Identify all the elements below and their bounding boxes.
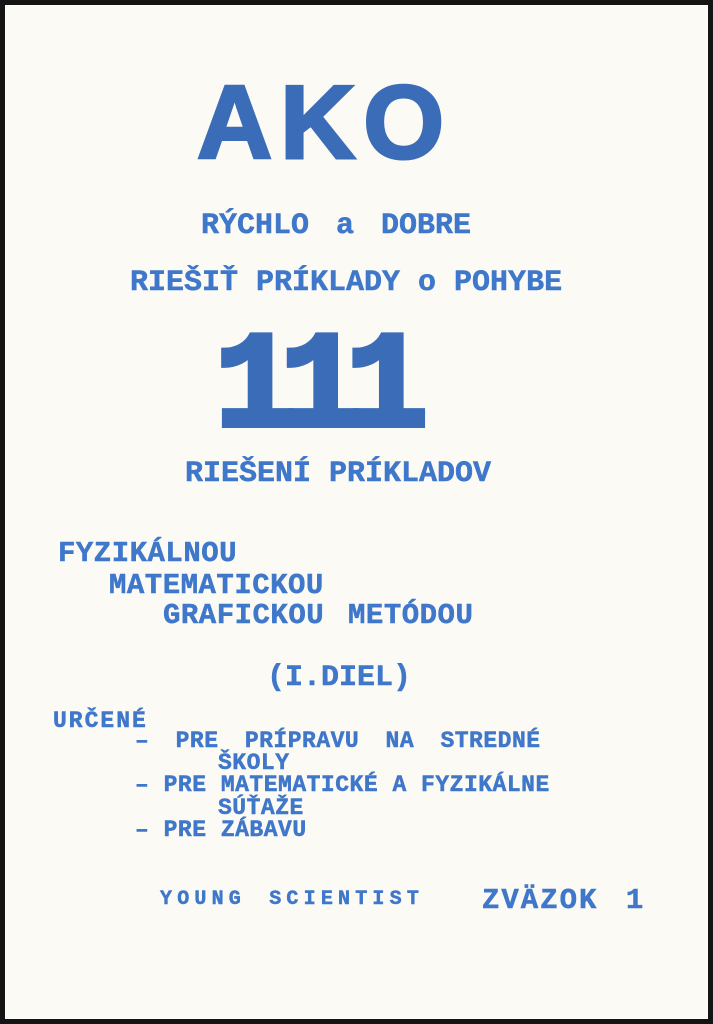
method-line-graphical: GRAFICKOU METÓDOU: [163, 599, 474, 632]
number-caption: RIEŠENÍ PRÍKLADOV: [185, 457, 492, 491]
audience-line: – PRE MATEMATICKÉ A FYZIKÁLNE: [135, 772, 550, 798]
part-label: (I.DIEL): [267, 661, 412, 695]
audience-line-continuation: SÚŤAŽE: [218, 795, 304, 821]
audience-heading: URČENÉ: [53, 708, 148, 734]
publisher-name: YOUNG SCIENTIST: [160, 888, 425, 911]
audience-line: – PRE PRÍPRAVU NA STREDNÉ: [135, 728, 541, 754]
subtitle-line-2: RIEŠIŤ PRÍKLADY o POHYBE: [130, 266, 563, 300]
volume-label: ZVÄZOK 1: [482, 884, 646, 917]
method-line-mathematical: MATEMATICKOU: [109, 569, 324, 602]
big-number: 111: [215, 312, 412, 466]
cover-title: AKO: [197, 65, 453, 181]
audience-line: – PRE ZÁBAVU: [135, 817, 307, 843]
method-line-physical: FYZIKÁLNOU: [58, 537, 238, 570]
subtitle-line-1: RÝCHLO a DOBRE: [201, 209, 472, 243]
audience-line-continuation: ŠKOLY: [218, 750, 290, 776]
